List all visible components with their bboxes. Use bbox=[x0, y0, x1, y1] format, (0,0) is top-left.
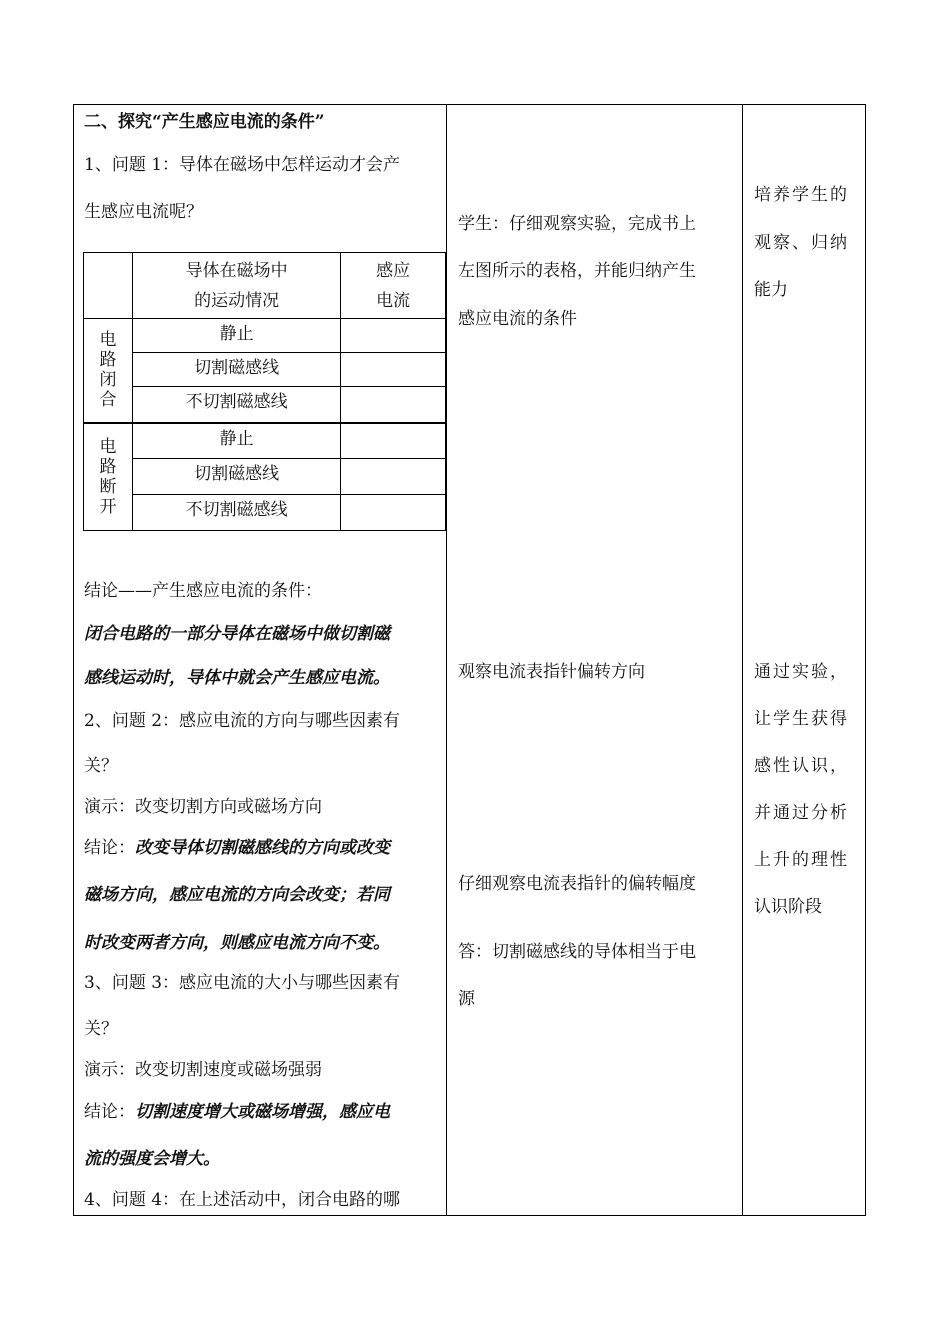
header-current-cell bbox=[341, 253, 446, 319]
group-closed-char-1: 电 bbox=[99, 330, 117, 351]
header-blank-cell bbox=[84, 253, 133, 319]
group-open-char-3: 断 bbox=[99, 476, 117, 497]
motion-cell: 不切割磁感线 bbox=[132, 495, 340, 531]
conclusion-line-1: 闭合电路的一部分导体在磁场中做切割磁 bbox=[84, 624, 390, 644]
group-open-char-2: 路 bbox=[99, 456, 117, 477]
group-closed-char-3: 闭 bbox=[99, 370, 117, 391]
group-open-circuit bbox=[84, 423, 133, 531]
purpose-2-line-1: 通过实验， bbox=[754, 662, 849, 682]
current-cell-empty[interactable] bbox=[341, 423, 446, 459]
purpose-2-line-2: 让学生获得 bbox=[754, 709, 849, 729]
table-header-row bbox=[84, 253, 446, 319]
conclusion-line-2: 感线运动时，导体中就会产生感应电流。 bbox=[84, 668, 390, 688]
table-row bbox=[84, 387, 446, 423]
header-current-line-2: 电流 bbox=[376, 291, 411, 311]
student-activity-1-line-2: 左图所示的表格，并能归纳产生 bbox=[458, 261, 696, 281]
header-motion-line-2: 的运动情况 bbox=[194, 291, 280, 311]
motion-cell: 静止 bbox=[132, 319, 340, 353]
demo-2: 演示：改变切割方向或磁场方向 bbox=[84, 797, 322, 817]
conclusion-2-line-2: 磁场方向，感应电流的方向会改变；若同 bbox=[84, 885, 390, 905]
purpose-2-line-4: 并通过分析 bbox=[754, 803, 849, 823]
section-heading: 二、探究“产生感应电流的条件” bbox=[84, 112, 325, 132]
conclusion-3-line-1 bbox=[84, 1102, 390, 1122]
question-3-line-2: 关？ bbox=[84, 1019, 118, 1039]
conclusion-2-line-3: 时改变两者方向，则感应电流方向不变。 bbox=[84, 933, 390, 953]
motion-cell: 切割磁感线 bbox=[132, 459, 340, 495]
purpose-1-line-2: 观察、归纳 bbox=[754, 233, 849, 253]
current-cell-empty[interactable] bbox=[341, 387, 446, 423]
column-divider-2 bbox=[742, 104, 743, 1216]
group-open-char-4: 开 bbox=[99, 496, 117, 517]
demo-3: 演示：改变切割速度或磁场强弱 bbox=[84, 1060, 322, 1080]
student-activity-2: 观察电流表指针偏转方向 bbox=[458, 662, 645, 682]
purpose-2-line-6: 认识阶段 bbox=[754, 897, 822, 917]
motion-cell: 静止 bbox=[132, 423, 340, 459]
question-2-line-2: 关？ bbox=[84, 756, 118, 776]
header-motion-line-1: 导体在磁场中 bbox=[185, 261, 288, 281]
table-row bbox=[84, 423, 446, 459]
table-row bbox=[84, 319, 446, 353]
conclusion-2-text-1: 改变导体切割磁感线的方向或改变 bbox=[135, 838, 390, 858]
table-row bbox=[84, 353, 446, 387]
conclusion-label: 结论——产生感应电流的条件： bbox=[84, 581, 322, 601]
group-closed-char-4: 合 bbox=[99, 390, 117, 411]
question-1-line-1: 1、问题 1：导体在磁场中怎样运动才会产 bbox=[84, 155, 401, 175]
conclusion-2-label: 结论： bbox=[84, 838, 135, 858]
conclusion-3-line-2: 流的强度会增大。 bbox=[84, 1149, 220, 1169]
group-closed-char-2: 路 bbox=[99, 350, 117, 371]
current-cell-empty[interactable] bbox=[341, 353, 446, 387]
purpose-1-line-1: 培养学生的 bbox=[754, 185, 849, 205]
column-divider-1 bbox=[446, 104, 447, 1216]
current-cell-empty[interactable] bbox=[341, 319, 446, 353]
header-current-line-1: 感应 bbox=[376, 261, 411, 281]
question-4-line-1: 4、问题 4：在上述活动中，闭合电路的哪 bbox=[84, 1190, 401, 1210]
induction-experiment-table bbox=[83, 252, 446, 531]
group-closed-circuit bbox=[84, 319, 133, 423]
group-open-char-1: 电 bbox=[99, 436, 117, 457]
motion-cell: 不切割磁感线 bbox=[132, 387, 340, 423]
conclusion-3-label: 结论： bbox=[84, 1102, 135, 1122]
student-activity-3: 仔细观察电流表指针的偏转幅度 bbox=[458, 874, 696, 894]
question-3-line-1: 3、问题 3：感应电流的大小与哪些因素有 bbox=[84, 973, 401, 993]
current-cell-empty[interactable] bbox=[341, 495, 446, 531]
purpose-1-line-3: 能力 bbox=[754, 280, 788, 300]
conclusion-2-line-1 bbox=[84, 838, 390, 858]
purpose-2-line-3: 感性认识， bbox=[754, 756, 849, 776]
student-answer-line-1: 答：切割磁感线的导体相当于电 bbox=[458, 942, 696, 962]
table-row bbox=[84, 495, 446, 531]
motion-cell: 切割磁感线 bbox=[132, 353, 340, 387]
purpose-2-line-5: 上升的理性 bbox=[754, 850, 849, 870]
student-activity-1-line-1: 学生：仔细观察实验，完成书上 bbox=[458, 214, 696, 234]
student-activity-1-line-3: 感应电流的条件 bbox=[458, 309, 577, 329]
question-1-line-2: 生感应电流呢？ bbox=[84, 202, 203, 222]
table-row bbox=[84, 459, 446, 495]
conclusion-3-text-1: 切割速度增大或磁场增强，感应电 bbox=[135, 1102, 390, 1122]
header-motion-cell bbox=[132, 253, 340, 319]
question-2-line-1: 2、问题 2：感应电流的方向与哪些因素有 bbox=[84, 711, 401, 731]
current-cell-empty[interactable] bbox=[341, 459, 446, 495]
student-answer-line-2: 源 bbox=[458, 989, 475, 1009]
